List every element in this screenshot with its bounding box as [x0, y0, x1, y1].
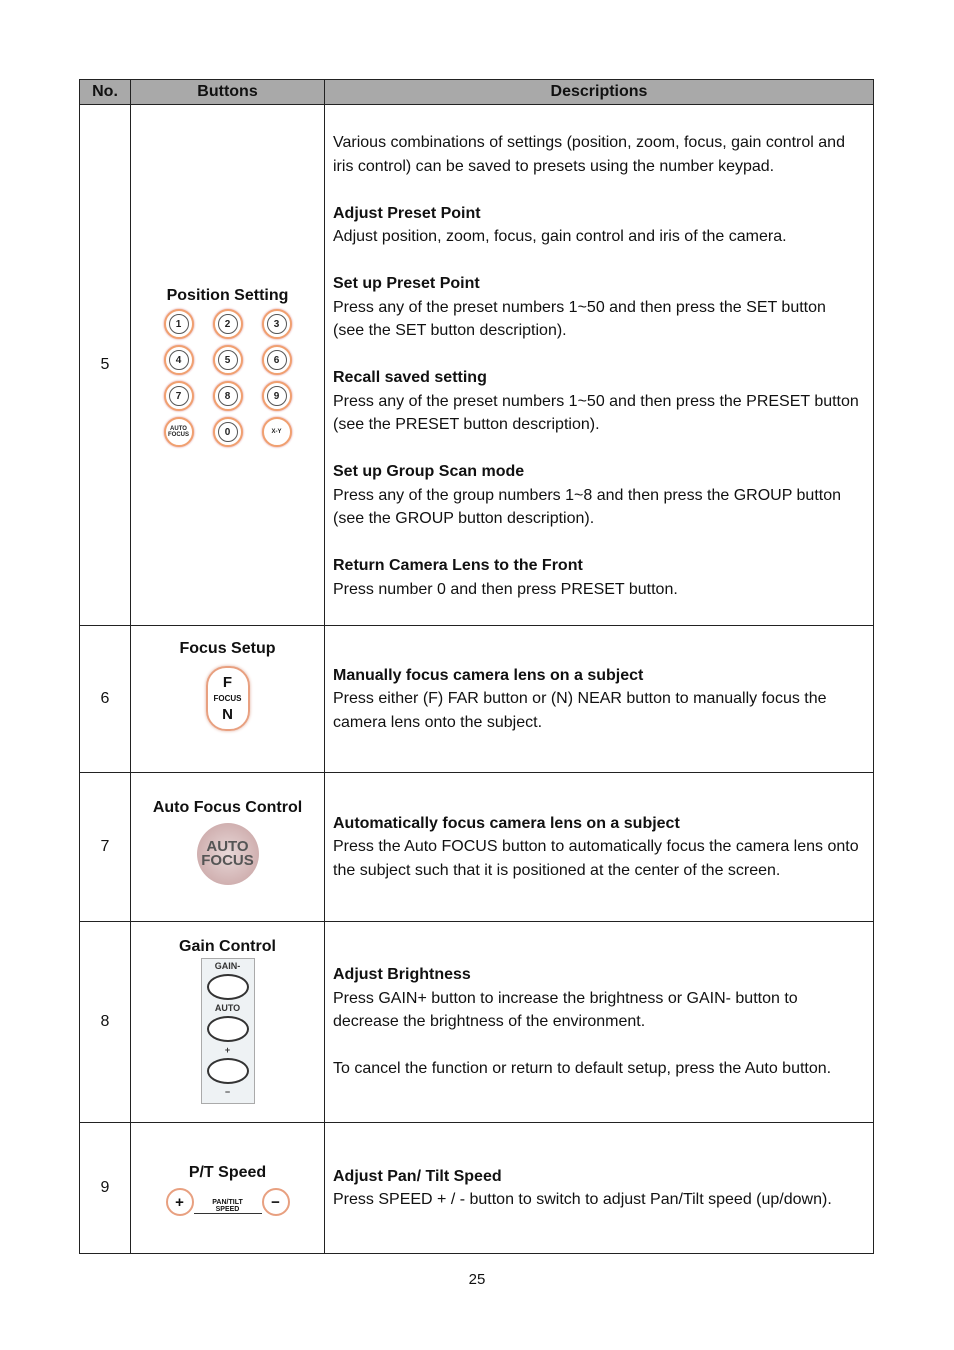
description-paragraph: Adjust Preset Point Adjust position, zoom, focus, gain control and iris of the camera.	[333, 204, 787, 245]
header-descriptions: Descriptions	[325, 80, 874, 105]
focus-label: FOCUS	[213, 694, 242, 703]
page-number: 25	[468, 1271, 486, 1288]
key-5-button: 5	[213, 345, 243, 375]
button-cell	[131, 626, 325, 773]
description-paragraph: Adjust Pan/ Tilt Speed Press SPEED + / - button to switch to adjust Pan/Tilt speed (up/down).	[333, 1167, 832, 1208]
gain-label: GAIN-	[214, 961, 241, 971]
description-cell	[325, 922, 874, 1123]
description-paragraph: Adjust Brightness Press GAIN+ button to increase the brightness or GAIN- button to decrease the brightness of the environment.	[333, 966, 798, 1031]
key-7-button: 7	[164, 381, 194, 411]
table-row	[80, 626, 874, 773]
row-number: 5	[80, 105, 131, 626]
row-number: 6	[80, 626, 131, 773]
button-cell	[131, 1123, 325, 1254]
button-title: Auto Focus Control	[152, 799, 303, 816]
row-number: 8	[80, 922, 131, 1123]
table-row	[80, 105, 874, 626]
description-paragraph: Return Camera Lens to the Front Press number 0 and then press PRESET button.	[333, 557, 678, 598]
description-cell	[325, 105, 874, 626]
key-3-button: 3	[262, 309, 292, 339]
gain-auto-label: AUTO	[214, 1003, 241, 1013]
speed-minus-button: −	[262, 1188, 290, 1216]
button-title: Position Setting	[166, 287, 289, 304]
key-0-button: 0	[213, 417, 243, 447]
button-cell	[131, 773, 325, 922]
button-cell	[131, 922, 325, 1123]
gain-minus-label: −	[224, 1087, 231, 1097]
key-6-button: 6	[262, 345, 292, 375]
button-cell	[131, 105, 325, 626]
number-keypad	[131, 309, 324, 447]
key-autofocus-button: AUTO FOCUS	[164, 417, 194, 447]
header-no: No.	[80, 80, 131, 105]
pt-speed-button-group	[131, 1188, 324, 1216]
pt-speed-label: PAN/TILT SPEED	[194, 1191, 262, 1214]
description-paragraph: Recall saved setting Press any of the preset numbers 1~50 and then press the PRESET button (see the PRESET button description).	[333, 369, 859, 433]
table-header-row	[80, 80, 874, 105]
table-row	[80, 922, 874, 1123]
description-paragraph: Manually focus camera lens on a subject Press either (F) FAR button or (N) NEAR button to manually focus the camera lens onto the subject.	[333, 666, 827, 731]
key-xy-button: X-Y	[262, 417, 292, 447]
gain-plus-label: +	[224, 1045, 231, 1055]
description-paragraph: To cancel the function or return to default setup, press the Auto button.	[333, 1060, 832, 1078]
key-2-button: 2	[213, 309, 243, 339]
gain-auto-button	[207, 1016, 249, 1042]
gain-button-group	[201, 958, 255, 1104]
row-number: 7	[80, 773, 131, 922]
gain-minus-button	[207, 974, 249, 1000]
description-paragraph: Various combinations of settings (position, zoom, focus, gain control and iris control) can be saved to presets using the number keypad.	[333, 134, 845, 175]
button-description-table	[79, 79, 874, 1254]
row-number: 9	[80, 1123, 131, 1254]
focus-near-button: N	[222, 706, 233, 723]
description-cell	[325, 626, 874, 773]
description-cell	[325, 773, 874, 922]
description-paragraph: Set up Preset Point Press any of the preset numbers 1~50 and then press the SET button (see the SET button description).	[333, 275, 826, 339]
autofocus-button: AUTO FOCUS	[197, 823, 259, 885]
key-9-button: 9	[262, 381, 292, 411]
button-title: Gain Control	[179, 938, 276, 955]
key-1-button: 1	[164, 309, 194, 339]
description-paragraph: Set up Group Scan mode Press any of the group numbers 1~8 and then press the GROUP button (see the GROUP button description).	[333, 463, 842, 527]
description-cell	[325, 1123, 874, 1254]
table-row	[80, 773, 874, 922]
header-buttons: Buttons	[131, 80, 325, 105]
focus-button-group	[206, 666, 250, 731]
speed-plus-button: +	[166, 1188, 194, 1216]
focus-far-button: F	[222, 674, 233, 691]
table-row	[80, 1123, 874, 1254]
button-title: P/T Speed	[188, 1164, 267, 1181]
key-8-button: 8	[213, 381, 243, 411]
key-4-button: 4	[164, 345, 194, 375]
description-paragraph: Automatically focus camera lens on a subject Press the Auto FOCUS button to automatically focus the camera lens onto the subject such that it is positioned at the center of the screen.	[333, 814, 859, 879]
gain-plus-button	[207, 1058, 249, 1084]
button-title: Focus Setup	[179, 640, 276, 657]
